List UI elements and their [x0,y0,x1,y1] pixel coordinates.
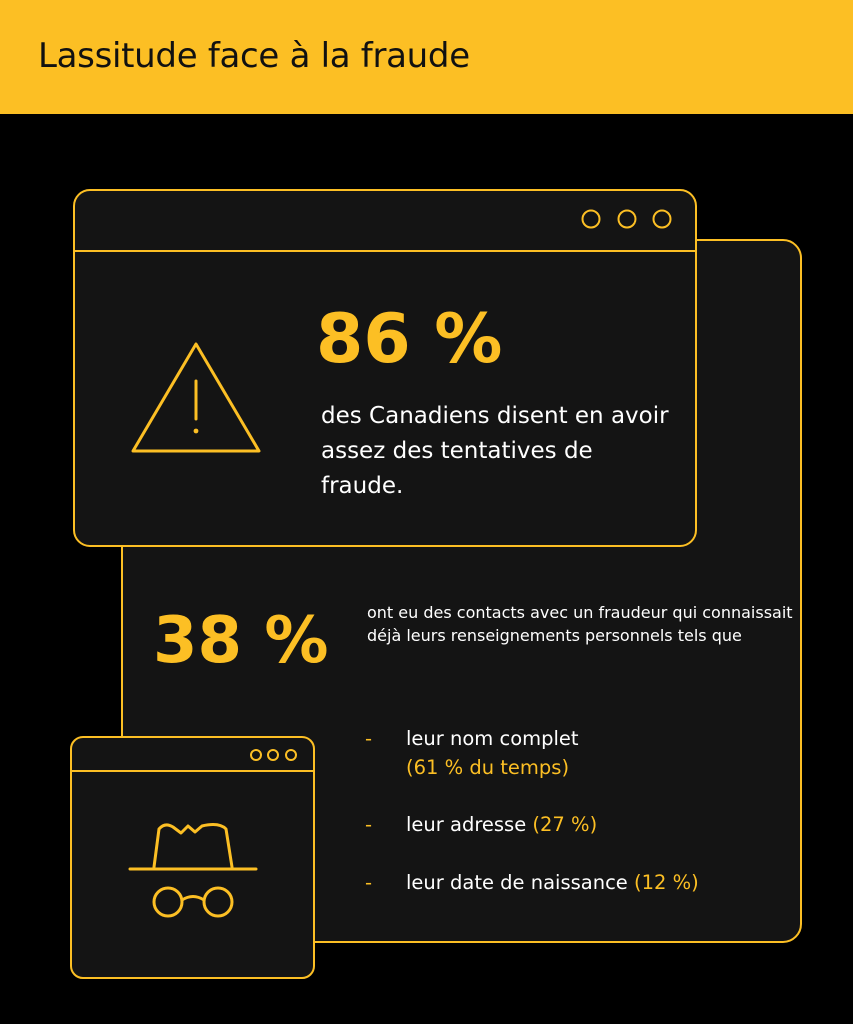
page-title: Lassitude face à la fraude [38,36,470,76]
list-dash: - [365,813,373,836]
stat-value-86: 86 % [316,300,503,379]
list-item-label: leur nom complet [406,727,579,750]
stat-description-38: ont eu des contacts avec un fraudeur qui connaissait déjà leurs renseignements personnels tels que [367,603,793,645]
list-item-detail: (12 %) [634,871,699,894]
list-item-label: leur date de naissance [406,871,628,894]
list-item-detail: (61 % du temps) [406,756,570,779]
list-item-detail: (27 %) [532,813,598,836]
stat-value-38: 38 % [153,604,329,678]
small-window-frame [71,737,314,978]
stat-description-86: des Canadiens disent en avoir assez des tentatives de fraude. [321,403,669,499]
list-item-label: leur adresse [406,813,527,836]
list-dash: - [365,871,373,894]
list-item [365,868,699,897]
list-item [365,810,699,839]
list-dash: - [365,727,373,750]
list-item [365,724,699,782]
personal-info-list [365,724,699,897]
